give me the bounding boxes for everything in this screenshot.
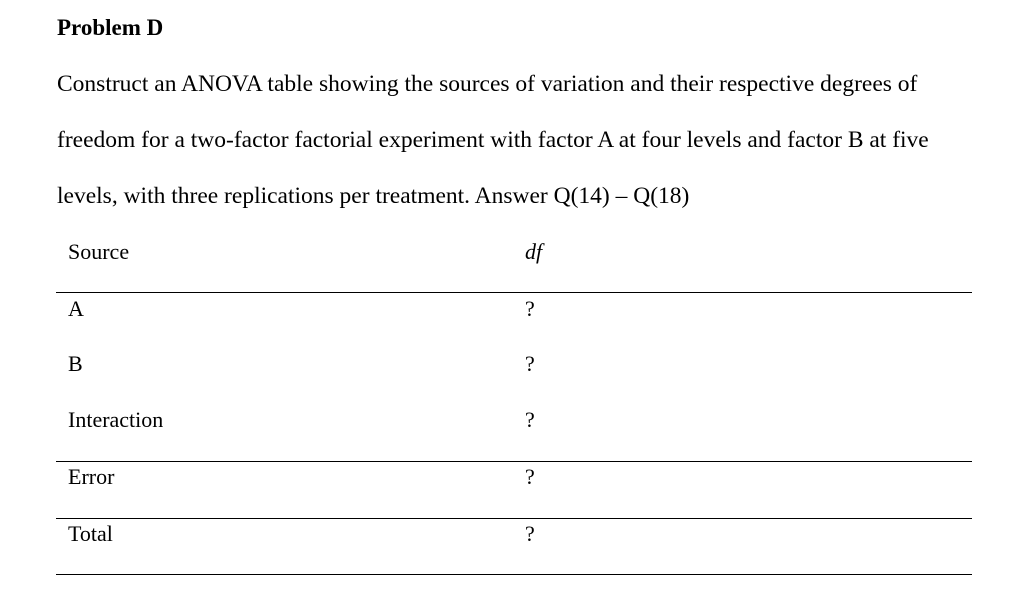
error-rule xyxy=(56,461,972,462)
row-df-interaction: ? xyxy=(525,407,535,432)
row-source-total: Total xyxy=(68,521,113,546)
row-df-a: ? xyxy=(525,296,535,321)
row-df-b: ? xyxy=(525,351,535,376)
header-df: df xyxy=(525,239,543,264)
prompt-line-1: Construct an ANOVA table showing the sources of variation and their respective degrees of xyxy=(57,71,918,97)
row-df-total: ? xyxy=(525,521,535,546)
row-source-error: Error xyxy=(68,464,115,489)
row-source-interaction: Interaction xyxy=(68,407,164,432)
problem-prompt xyxy=(57,56,987,224)
total-rule xyxy=(56,518,972,519)
prompt-line-2: freedom for a two-factor factorial experiment with factor A at four levels and factor B at five xyxy=(57,127,929,153)
row-source-b: B xyxy=(68,351,83,376)
prompt-line-3: levels, with three replications per treatment. Answer Q(14) – Q(18) xyxy=(57,183,690,209)
problem-title: Problem D xyxy=(57,15,164,40)
row-df-error: ? xyxy=(525,464,535,489)
bottom-rule xyxy=(56,574,972,575)
header-rule xyxy=(56,292,972,293)
header-source: Source xyxy=(68,239,130,264)
row-source-a: A xyxy=(68,296,84,321)
